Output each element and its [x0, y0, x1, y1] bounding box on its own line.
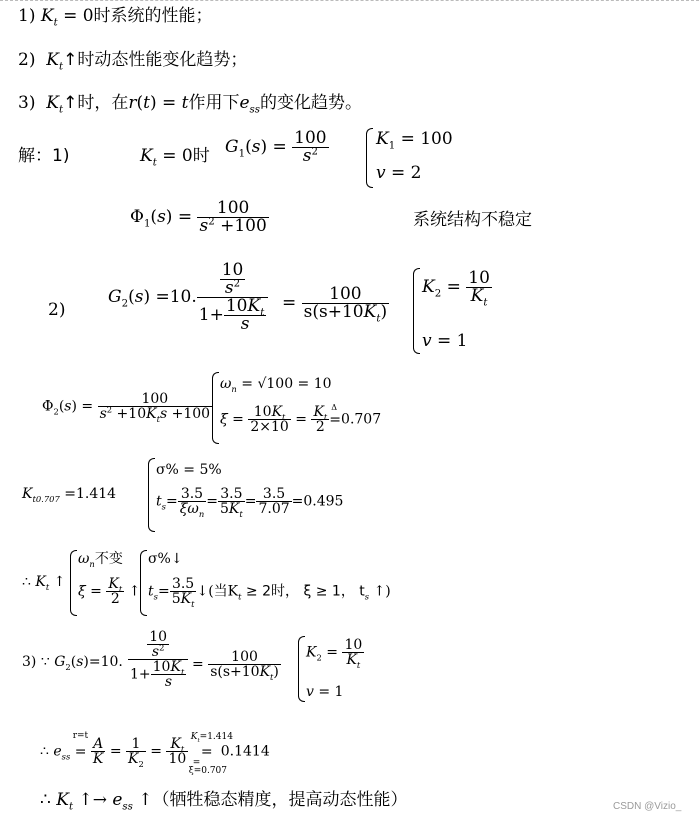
- question-1: 1) $K_t = 0$时系统的性能；: [18, 6, 213, 29]
- g2-simplified: = $\frac{100}{s(s+10K_t)}$: [282, 284, 388, 325]
- ts-decrease: $t_s=$ $\frac{3.5}{5K_t}$ ↓(当$K_t \ge 2$时， ξ ≥ 1， $t_s$ ↑): [148, 576, 391, 609]
- wn-unchanged: $\omega_n$不变: [78, 551, 123, 569]
- xi-increase: ξ = $\frac{K_t}{2}$ ↑: [78, 576, 141, 607]
- brace-1: [366, 128, 373, 188]
- unstable-note: 系统结构不稳定: [413, 210, 532, 230]
- k1-value: $K_1 = 100$: [376, 129, 453, 152]
- brace-4: [148, 458, 155, 532]
- phi2-expression: $\Phi_2(s)$ = $\frac{100}{s^2 +10K_ts +100}$: [42, 391, 211, 424]
- top-divider: [0, 0, 699, 2]
- final-conclusion: ∴ $K_t$ ↑→ $e_{ss}$ ↑（牺牲稳态精度，提高动态性能）: [40, 790, 408, 813]
- question-3: 3) $K_t↑$时，在r(t) = t作用下$e_{ss}$的变化趋势。: [18, 93, 363, 116]
- k2-value: $K_2$ = $\frac{10}{K_t}$: [422, 268, 490, 309]
- part3-fraction: $\frac{10}{s^2}$ 1+ $\frac{10K_t}{s}$: [128, 630, 188, 689]
- solution-label: 解：1): [18, 146, 70, 166]
- brace-6: [140, 550, 147, 616]
- part3-simplified: = $\frac{100}{s(s+10K_t)}$: [192, 649, 279, 682]
- phi1-expression: $\Phi_1(s)$ = $\frac{100}{s^2 +100}$: [130, 198, 267, 236]
- kt-0707: $K_{t0.707} =1.414$: [22, 486, 117, 504]
- xi-value: ξ = $\frac{10K_t}{2\times 10}$ = $\frac{K_t}{2}$ = Δ 0.707: [220, 402, 382, 435]
- brace-3: [212, 372, 219, 444]
- g2-expression: $G_2(s) =10$. $\frac{10}{s^2}$ 1+ $\frac{10K_t}{s}$: [108, 262, 268, 333]
- question-2: 2) $K_t↑$时动态性能变化趋势；: [18, 50, 248, 73]
- part3-v: v = 1: [306, 684, 344, 700]
- settling-time: $t_s=$ $\frac{3.5}{\xi\omega_n}$ = $\frac{3.5}{5K_t}$ = $\frac{3.5}{7.07}$ =0.495: [156, 486, 344, 519]
- brace-5: [70, 550, 77, 616]
- kt-zero: $K_t = 0$时: [140, 146, 210, 169]
- brace-2: [413, 268, 420, 354]
- part3-label: 3) ∵ $G_2(s)=10$.: [22, 654, 123, 672]
- overshoot: σ% = 5%: [156, 462, 222, 478]
- g1-expression: $G_1(s)$ = $\frac{100}{s^2}$: [225, 128, 327, 166]
- brace-7: [298, 636, 305, 702]
- omega-n: $\omega_n = √100 = 10$: [220, 376, 332, 394]
- therefore-kt: ∴ $K_t$ ↑: [22, 574, 66, 592]
- v-value: v = 1: [422, 331, 468, 351]
- watermark: CSDN @Vizio_: [613, 801, 682, 812]
- v1-value: v = 2: [376, 163, 422, 183]
- part2-label: 2): [48, 300, 66, 320]
- part3-k2: $K_2$ = $\frac{10}{K_t}$: [306, 637, 363, 670]
- ess-expression: ∴ $e_{ss}$ = r=t $\frac{A}{K}$ = $\frac{1}{K_2}$ = $\frac{K_t}{10}$ = $K_t=1.414$ = ξ=0.707 0.1414: [40, 730, 270, 776]
- sigma-decrease: σ%↓: [148, 551, 183, 567]
